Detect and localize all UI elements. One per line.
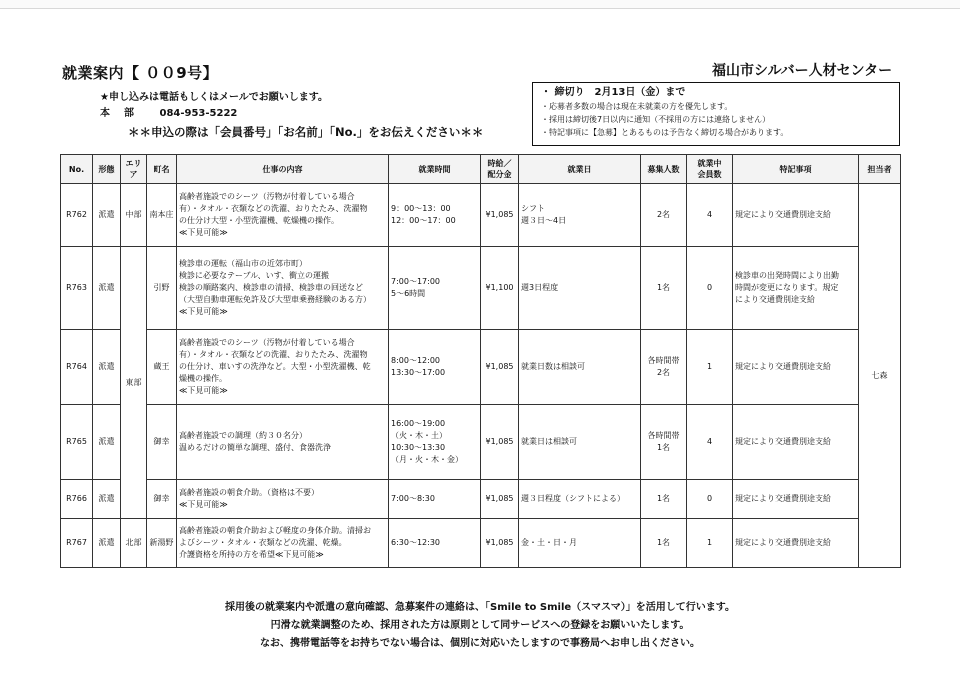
header-special: 特記事項: [733, 155, 859, 184]
table-header-row: [61, 155, 901, 184]
cell-special: 規定により交通費別途支給: [733, 480, 859, 519]
cell-area: 北部: [121, 519, 147, 568]
hq-phone: 084-953-5222: [159, 108, 238, 119]
header-days: 就業日: [519, 155, 641, 184]
deadline-note: ・応募者多数の場合は現在未就業の方を優先します。: [541, 102, 733, 111]
cell-recruit: 各時間帯 1名: [641, 405, 687, 480]
cell-current: 4: [687, 184, 733, 247]
cell-recruit: 1名: [641, 519, 687, 568]
deadline-note: ・特記事項に【急募】とあるものは予告なく締切る場合があります。: [541, 128, 789, 137]
cell-town: 南本庄: [147, 184, 177, 247]
cell-days: 週３日程度（シフトによる）: [519, 480, 641, 519]
header-content: 仕事の内容: [177, 155, 389, 184]
page-top-edge: [0, 0, 960, 9]
cell-current: 4: [687, 405, 733, 480]
cell-no: R763: [61, 247, 93, 330]
cell-content: 高齢者施設の朝食介助。（資格は不要） ≪下見可能≫: [177, 480, 389, 519]
cell-town: 御幸: [147, 480, 177, 519]
cell-form: 派遣: [93, 519, 121, 568]
cell-hours: 16:00～19:00 （火・木・土） 10:30～13:30 （月・火・木・金）: [389, 405, 481, 480]
cell-current: 0: [687, 480, 733, 519]
table-row: [61, 405, 901, 480]
cell-hours: 7:00～17:00 5～6時間: [389, 247, 481, 330]
cell-special: 規定により交通費別途支給: [733, 330, 859, 405]
cell-current: 1: [687, 330, 733, 405]
cell-recruit: 1名: [641, 480, 687, 519]
cell-form: 派遣: [93, 184, 121, 247]
organization-name: 福山市シルバー人材センター: [712, 63, 893, 79]
cell-days: 就業日数は相談可: [519, 330, 641, 405]
hq-contact: [100, 104, 237, 119]
cell-form: 派遣: [93, 330, 121, 405]
table-row: [61, 330, 901, 405]
cell-days: 週3日程度: [519, 247, 641, 330]
cell-no: R767: [61, 519, 93, 568]
cell-current: 1: [687, 519, 733, 568]
cell-special: 検診車の出発時間により出勤 時間が変更になります。規定 により交通費別途支給: [733, 247, 859, 330]
cell-hours: 8:00～12:00 13:30～17:00: [389, 330, 481, 405]
cell-recruit: 2名: [641, 184, 687, 247]
table-row: [61, 480, 901, 519]
deadline-note: ・採用は締切後7日以内に通知（不採用の方には連絡しません）: [541, 115, 771, 124]
header-recruit: 募集人数: [641, 155, 687, 184]
cell-pay: ¥1,085: [481, 330, 519, 405]
cell-form: 派遣: [93, 480, 121, 519]
cell-current: 0: [687, 247, 733, 330]
header-current: 就業中 会員数: [687, 155, 733, 184]
header-staff: 担当者: [859, 155, 901, 184]
footer-line: 円滑な就業調整のため、採用された方は原則として同サービスへの登録をお願いいたします。: [270, 620, 690, 631]
footer-line: なお、携帯電話等をお持ちでない場合は、個別に対応いたしますので事務局へお申し出ください。: [260, 638, 700, 649]
cell-no: R764: [61, 330, 93, 405]
cell-pay: ¥1,085: [481, 405, 519, 480]
deadline-title: ・ 締切り 2月13日（金）まで: [541, 87, 686, 98]
header-town: 町名: [147, 155, 177, 184]
contact-note: ★申し込みは電話もしくはメールでお願いします。: [100, 92, 328, 103]
header-form: 形態: [93, 155, 121, 184]
table-row: [61, 184, 901, 247]
table-row: [61, 247, 901, 330]
cell-pay: ¥1,085: [481, 480, 519, 519]
cell-days: 金・土・日・月: [519, 519, 641, 568]
cell-days: 就業日は相談可: [519, 405, 641, 480]
cell-town: 御幸: [147, 405, 177, 480]
cell-content: 高齢者施設での調理（約３０名分） 温めるだけの簡単な調理、盛付、食器洗浄: [177, 405, 389, 480]
cell-days: シフト 週３日～4日: [519, 184, 641, 247]
apply-instructions: ＊＊申込の際は「会員番号」「お名前」「No.」をお伝えください＊＊: [128, 125, 484, 139]
header-no: No.: [61, 155, 93, 184]
cell-recruit: 1名: [641, 247, 687, 330]
page-title: 就業案内【 ００9号】: [62, 64, 219, 82]
cell-special: 規定により交通費別途支給: [733, 405, 859, 480]
cell-special: 規定により交通費別途支給: [733, 519, 859, 568]
cell-hours: 7:00～8:30: [389, 480, 481, 519]
table-row: [61, 519, 901, 568]
cell-content: 高齢者施設でのシーツ（汚物が付着している場合 有）・タオル・衣類などの洗濯、おりたたみ、洗濯物 の仕分け、車いすの洗浄など。大型・小型洗濯機、乾 燥機の操作。 ≪下見可能≫: [177, 330, 389, 405]
cell-form: 派遣: [93, 247, 121, 330]
cell-no: R765: [61, 405, 93, 480]
cell-staff: 七森: [859, 184, 901, 568]
cell-pay: ¥1,085: [481, 519, 519, 568]
cell-recruit: 各時間帯 2名: [641, 330, 687, 405]
jobs-table: [60, 154, 901, 568]
cell-area: 中部: [121, 184, 147, 247]
cell-hours: 9：00～13：00 12：00～17：00: [389, 184, 481, 247]
cell-town: 新湯野: [147, 519, 177, 568]
header-area: エリア: [121, 155, 147, 184]
header-pay: 時給／ 配分金: [481, 155, 519, 184]
cell-hours: 6:30～12:30: [389, 519, 481, 568]
cell-town: 引野: [147, 247, 177, 330]
hq-label: 本部: [100, 108, 148, 119]
cell-form: 派遣: [93, 405, 121, 480]
cell-special: 規定により交通費別途支給: [733, 184, 859, 247]
cell-pay: ¥1,100: [481, 247, 519, 330]
cell-content: 検診車の運転（福山市の近郊市町） 検診に必要なテーブル、いす、衝立の運搬 検診の順路案内、検診車の清掃、検診車の回送など （大型自動車運転免許及び大型車乗務経験のある方） ≪下見可能≫: [177, 247, 389, 330]
cell-town: 蔵王: [147, 330, 177, 405]
cell-pay: ¥1,085: [481, 184, 519, 247]
cell-area-east: 東部: [121, 247, 147, 519]
footer-line: 採用後の就業案内や派遣の意向確認、急募案件の連絡は、「Smile to Smile（スマスマ）」を活用して行います。: [225, 602, 735, 613]
cell-content: 高齢者施設でのシーツ（汚物が付着している場合 有）・タオル・衣類などの洗濯、おりたたみ、洗濯物 の仕分け大型・小型洗濯機、乾燥機の操作。 ≪下見可能≫: [177, 184, 389, 247]
cell-content: 高齢者施設の朝食介助および軽度の身体介助。清掃お よびシーツ・タオル・衣類などの洗濯、乾燥。 介護資格を所持の方を希望≪下見可能≫: [177, 519, 389, 568]
cell-no: R766: [61, 480, 93, 519]
cell-no: R762: [61, 184, 93, 247]
deadline-box: [532, 82, 900, 146]
header-hours: 就業時間: [389, 155, 481, 184]
